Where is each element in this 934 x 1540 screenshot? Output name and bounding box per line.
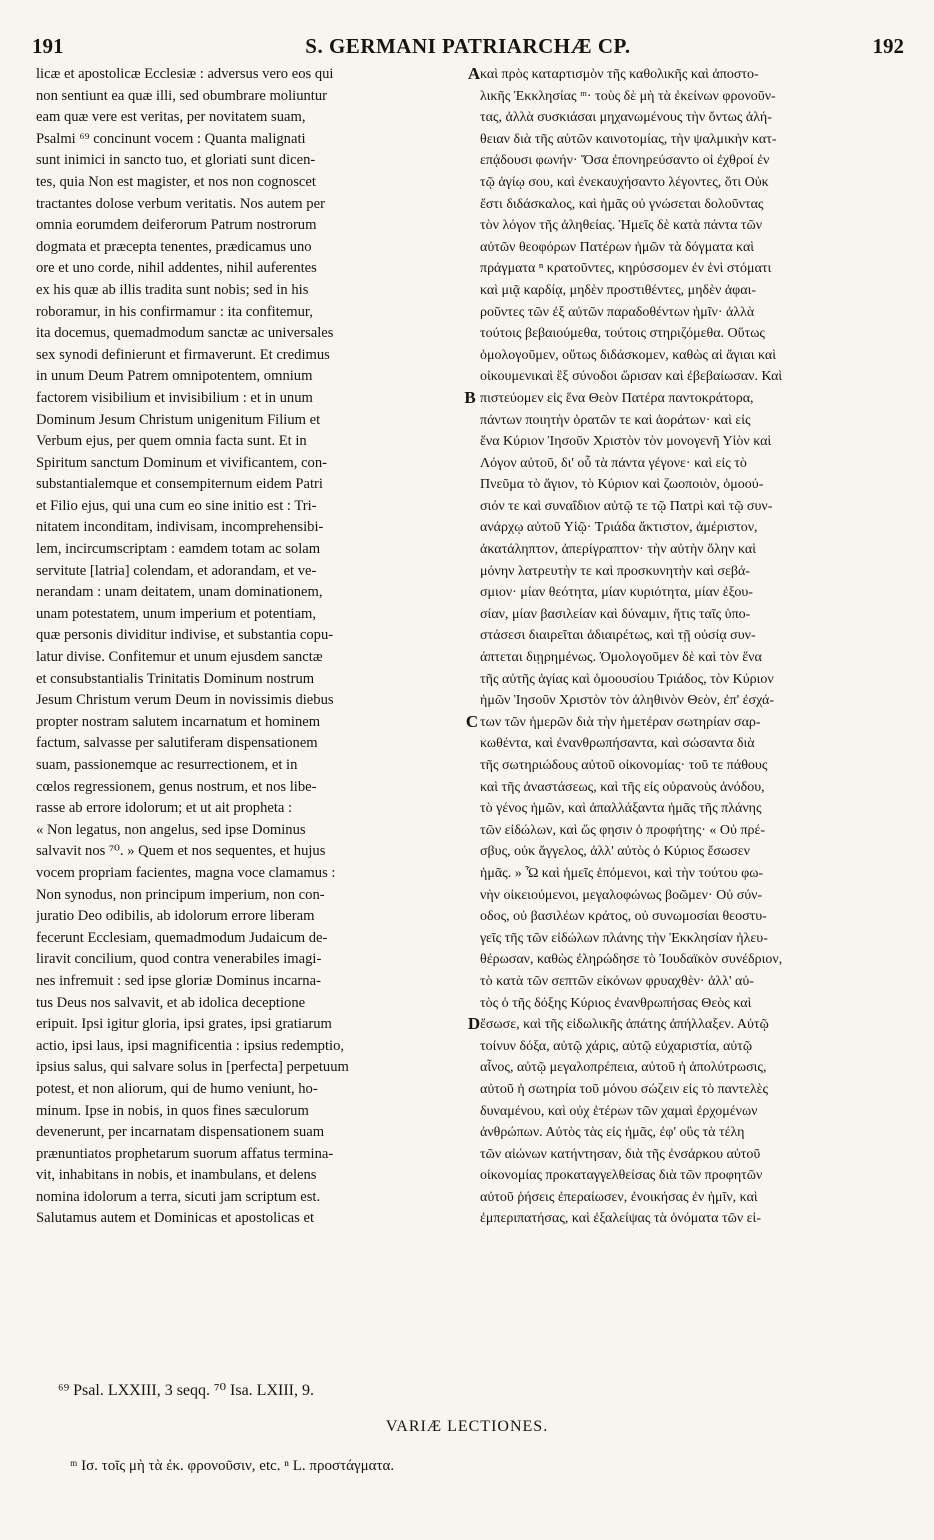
latin-line: Psalmi ⁶⁹ concinunt vocem : Quanta malignati (36, 130, 306, 147)
greek-line: κωθέντα, καὶ ἐνανθρωπήσαντα, καὶ σώσαντα διὰ (480, 736, 755, 752)
greek-line: τας, ἀλλὰ συσκιάσαι μηχανωμένους τὴν ὄντως ἀλή- (480, 110, 772, 126)
latin-line: minum. Ipse in nobis, in quos fines sæculorum (36, 1102, 309, 1119)
greek-line: καὶ μιᾷ καρδίᾳ, μηδὲν προστιθέντες, μηδὲν ἀφαι- (480, 282, 756, 298)
greek-line: σβυς, οὐκ ἄγγελος, ἀλλ' αὐτὸς ὁ Κύριος ἔσωσεν (480, 844, 750, 860)
latin-line: tractantes dolose verbum veritatis. Nos autem per (36, 195, 325, 212)
margin-letter-b: B (464, 388, 476, 407)
latin-line: ex his quæ ab illis tradita sunt nobis; sed in his (36, 281, 309, 298)
latin-line: quæ personis dividitur indivise, et substantia copu- (36, 627, 334, 644)
greek-line: ἡμῶν Ἰησοῦν Χριστὸν τὸν ἀληθινὸν Θεὸν, ἐπ' ἐσχά- (480, 693, 774, 709)
greek-line: τῆς αὐτῆς ἁγίας καὶ ὁμοουσίου Τριάδος, τὸν Κύριον (480, 671, 774, 687)
latin-line: « Non legatus, non angelus, sed ipse Dominus (36, 821, 306, 838)
greek-line: τὸ γένος ἡμῶν, καὶ ἀπαλλάξαντα ἡμᾶς τῆς πλάνης (480, 801, 762, 817)
greek-line: τῶν αἰώνων κατήντησαν, διὰ τῆς ἐνσάρκου αὐτοῦ (480, 1146, 761, 1162)
latin-line: cœlos regressionem, genus nostrum, et nos libe- (36, 778, 317, 795)
latin-line: Jesum Christum verum Deum in novissimis diebus (36, 692, 334, 709)
page-title: S. GERMANI PATRIARCHÆ CP. (305, 34, 631, 58)
margin-letter-c: C (465, 712, 479, 731)
greek-line: Πνεῦμα τὸ ἅγιον, τὸ Κύριον καὶ ζωοποιὸν, ὁμοού- (480, 477, 764, 493)
latin-line: eripuit. Ipsi igitur gloria, ipsi grates, ipsi gratiarum (36, 1016, 332, 1033)
greek-line: τῶν εἰδώλων, καὶ ὥς φησιν ὁ προφήτης· « Οὐ πρέ- (480, 822, 766, 838)
page-number-left: 191 (32, 34, 64, 58)
greek-line: μόνην λατρευτὴν τε καὶ προσκυνητὴν καὶ σεβά- (480, 563, 750, 579)
latin-line: dogmata et præcepta tenentes, prædicamus uno (36, 238, 312, 255)
latin-line: juratio Deo odibilis, ab idolorum errore liberam (36, 908, 315, 925)
latin-line: prænuntiatos prophetarum suorum affatus termina- (36, 1145, 334, 1162)
greek-line: τὸ κατὰ τῶν σεπτῶν εἰκόνων φρυαχθὲν· ἀλλ' αὐ- (480, 973, 754, 989)
greek-line: οἰκουμενικαὶ ἓξ σύνοδοι ὥρισαν καὶ ἐβεβαίωσαν. Καὶ (480, 369, 783, 385)
greek-line: ἀκατάληπτον, ἀπερίγραπτον· τὴν αὐτὴν ὅλην καὶ (480, 542, 756, 558)
latin-line: eam quæ vere est veritas, per novitatem suam, (36, 109, 306, 126)
greek-line: δυναμένου, καὶ οὐχ ἑτέρων τῶν χαμαὶ ἐρχομένων (480, 1103, 758, 1119)
footnotes: ⁶⁹ Psal. LXXIII, 3 seqq. ⁷⁰ Isa. LXIII, 9. (58, 1382, 314, 1399)
latin-line: factum, salvasse per salutiferam dispensationem (36, 735, 318, 752)
latin-line: lem, incircumscriptam : eamdem totam ac solam (36, 541, 321, 558)
latin-line: latur divise. Confitemur et unum ejusdem sanctæ (36, 649, 323, 666)
variae-lectiones-heading: VARIÆ LECTIONES. (385, 1418, 549, 1435)
greek-line: ἡμᾶς. » Ὧ καὶ ἡμεῖς ἑπόμενοι, καὶ τὴν τούτου φω- (480, 865, 764, 881)
greek-line: ἕνα Κύριον Ἰησοῦν Χριστὸν τὸν μονογενῆ Υἱὸν καὶ (480, 434, 772, 450)
greek-line: αὐτοῦ ῥήσεις ἐπεραίωσεν, ἐνοικήσας ἐν ἡμῖν, καὶ (480, 1189, 758, 1205)
latin-line: tes, quia Non est magister, et nos non cognoscet (36, 173, 316, 190)
greek-line: ἔσωσε, καὶ τῆς εἰδωλικῆς ἀπάτης ἀπήλλαξεν. Αὐτῷ (480, 1017, 769, 1033)
latin-line: et consubstantialis Trinitatis Dominum nostrum (36, 670, 315, 687)
greek-line: λικῆς Ἐκκλησίας ᵐ· τοὺς δὲ μὴ τὰ ἐκείνων φρονοῦν- (480, 88, 776, 104)
greek-line: αὐτῶν θεοφόρων Πατέρων ἡμῶν τὰ δόγματα καὶ (480, 239, 755, 255)
greek-line: αἶνος, αὐτῷ μεγαλοπρέπεια, αὐτοῦ ἡ ἀπολύτρωσις, (480, 1060, 767, 1076)
latin-line: Spiritum sanctum Dominum et vivificantem, con- (36, 454, 328, 471)
greek-line: σμιον· μίαν θεότητα, μίαν κυριότητα, μίαν ἐξου- (480, 585, 753, 601)
greek-line: ροῦντες τῶν ἐξ αὐτῶν παραδοθέντων ἡμῖν· ἀλλὰ (480, 304, 755, 320)
greek-line: των τῶν ἡμερῶν διὰ τὴν ἡμετέραν σωτηρίαν σαρ- (480, 714, 761, 730)
latin-line: servitute [latria] colendam, et adorandam, et ve- (36, 562, 317, 579)
latin-line: liravit concilium, quod contra venerabiles imagi- (36, 951, 322, 968)
latin-line: unam potestatem, unum imperium et potentiam, (36, 605, 317, 622)
latin-line: et Filio ejus, qui una cum eo sine initio est : Tri- (36, 497, 317, 514)
running-header (32, 34, 904, 64)
greek-line: πράγματα ⁿ κρατοῦντες, κηρύσσομεν ἐν ἑνὶ στόματι (480, 261, 772, 277)
greek-line: άπτεται διῃρημένως. Ὁμολογοῦμεν δὲ καὶ τὸν ἕνα (480, 650, 762, 666)
latin-line: Verbum ejus, per quem omnia facta sunt. Et in (36, 433, 307, 450)
greek-line: τούτοις βεβαιούμεθα, τούτοις στηριζόμεθα. Οὕτως (480, 326, 765, 342)
latin-line: potest, et non aliorum, qui de humo veniunt, ho- (36, 1080, 318, 1097)
greek-line: σιόν τε καὶ συναΐδιον αὐτῷ τε τῷ Πατρὶ καὶ τῷ συν- (480, 498, 773, 514)
latin-line: vit, inhabitans in nobis, et inambulans, et delens (36, 1167, 317, 1184)
greek-line: τὸν λόγον τῆς ἀληθείας. Ἡμεῖς δὲ κατὰ πάντα τῶν (480, 218, 763, 234)
greek-line: θέρωσαν, καθὼς ἐληρώδησε τὸ Ἰουδαϊκὸν συνέδριον, (480, 952, 783, 968)
greek-line: ἔστι διδάσκαλος, καὶ ἡμᾶς οὐ γνώσεται δολοῦντας (480, 196, 764, 212)
latin-line: actio, ipsi laus, ipsi magnificentia : ipsius redemptio, (36, 1037, 345, 1054)
greek-line: ἀνθρώπων. Αὐτὸς τὰς εἰς ἡμᾶς, ἐφ' οὓς τὰ τέλη (480, 1125, 745, 1141)
margin-letter-a: A (467, 64, 481, 83)
latin-line: Non synodus, non principum imperium, non con- (36, 886, 325, 903)
greek-line: ὁμολογοῦμεν, οὕτως διδάσκομεν, καθὼς αἱ ἅγιαι καὶ (480, 347, 777, 363)
latin-line: licæ et apostolicæ Ecclesiæ : adversus vero eos qui (36, 66, 334, 82)
page-number-right: 192 (872, 34, 904, 58)
greek-line: αὐτοῦ ἡ σωτηρία τοῦ μόνου σώζειν εἰς τὸ παντελὲς (480, 1081, 769, 1097)
latin-line: sunt inimici in sancto tuo, et gloriati sunt dicen- (36, 152, 316, 169)
margin-letter-d: D (467, 1014, 481, 1034)
latin-line: non sentiunt ea quæ illi, sed obumbrare moliuntur (36, 87, 328, 104)
latin-line: omnia eorumdem deiferorum Patrum nostrorum (36, 217, 317, 234)
greek-line: επᾴδουσι φωνήν· Ὅσα ἐπονηρεύσαντο οἱ ἐχθροί ἐν (480, 153, 770, 169)
latin-line: nerandam : unam deitatem, unam dominationem, (36, 584, 323, 601)
latin-line: roboramur, in his confirmamur : ita confitemur, (36, 303, 313, 320)
latin-line: salvavit nos ⁷⁰. » Quem et nos sequentes, et hujus (36, 843, 326, 860)
latin-column (36, 64, 460, 1230)
latin-line: ipsius salus, qui salvare solus in [perfecta] perpetuum (36, 1059, 349, 1076)
latin-line: nes infremuit : sed ipse gloriæ Dominus incarna- (36, 972, 321, 989)
latin-line: devenerunt, per incarnatam dispensationem suam (36, 1124, 325, 1141)
greek-line: ανάρχῳ αὐτοῦ Υἱῷ· Τριάδα ἄκτιστον, ἀμέριστον, (480, 520, 758, 536)
greek-line: νὴν οἰκειούμενοι, μεγαλοφώνως βοῶμεν· Οὐ σύν- (480, 887, 763, 903)
greek-line: θειαν διὰ τῆς αὐτῶν καινοτομίας, τὴν ψαλμικὴν κατ- (480, 131, 777, 147)
variant-readings: ᵐ Ισ. τοῖς μὴ τὰ ἐκ. φρονοῦσιν, etc. ⁿ L. προστάγματα. (70, 1458, 395, 1474)
greek-line: τῆς σωτηριώδους αὐτοῦ οἰκονομίας· τοῦ τε πάθους (480, 758, 768, 773)
latin-line: vocem propriam facientes, magna voce clamamus : (36, 864, 336, 881)
greek-line: ἐμπεριπατήσας, καὶ ἐξαλείψας τὰ ὀνόματα τῶν εἰ- (480, 1211, 761, 1227)
greek-line: καὶ τῆς ἀναστάσεως, καὶ τῆς εἰς οὐρανοὺς ἀνόδου, (480, 779, 765, 795)
latin-line: nitatem inconditam, indivisam, incomprehensibi- (36, 519, 324, 536)
greek-line: στάσεσι διαιρεῖται ἀδιαιρέτως, καὶ τῇ οὐσίᾳ συν- (480, 628, 756, 644)
latin-line: sex synodi definierunt et firmaverunt. Et credimus (36, 346, 330, 363)
latin-line: fecerunt Ecclesiam, quemadmodum Judaicum de- (36, 929, 328, 946)
latin-line: Dominum Jesum Christum unigenitum Filium et (36, 411, 321, 428)
greek-line: οἰκονομίας προκαταγγελθείσας διὰ τῶν προφητῶν (480, 1168, 763, 1184)
latin-line: ita docemus, quemadmodum sanctæ ac universales (36, 325, 334, 342)
latin-line: propter nostram salutem incarnatum et hominem (36, 713, 321, 730)
greek-line: πιστεύομεν εἰς ἕνα Θεὸν Πατέρα παντοκράτορα, (480, 390, 754, 406)
greek-line: γεῖς τῆς τῶν εἰδώλων πλάνης τὴν Ἐκκλησίαν ἠλευ- (480, 930, 768, 946)
latin-line: factorem visibilium et invisibilium : et in unum (36, 389, 313, 406)
latin-line: substantialemque et consempiternum eidem Patri (36, 476, 323, 493)
greek-line: καὶ πρὸς καταρτισμὸν τῆς καθολικῆς καὶ ἀποστο- (480, 67, 759, 82)
greek-line: Λόγον αὐτοῦ, δι' οὗ τὰ πάντα γέγονε· καὶ εἰς τὸ (480, 455, 747, 471)
greek-line: σίαν, μίαν βασιλείαν καὶ δύναμιν, ἥτις ταῖς ὑπο- (480, 606, 751, 622)
greek-line: οδος, οὐ βασιλέων κράτος, οὐ συνωμοσίαι θεοστυ- (480, 909, 767, 925)
latin-line: tus Deus nos salvavit, et ab idolica deceptione (36, 994, 306, 1011)
greek-line: πάντων ποιητὴν ὁρατῶν τε καὶ ἀοράτων· καὶ εἰς (480, 412, 751, 428)
latin-line: in unum Deum Patrem omnipotentem, omnium (36, 368, 313, 385)
greek-line: τῷ ἁγίῳ σου, καὶ ἐνεκαυχήσαντο λέγοντες, ὅτι Οὐκ (480, 174, 769, 190)
latin-line: Salutamus autem et Dominicas et apostolicas et (36, 1210, 315, 1227)
greek-line: τοίνυν δόξα, αὐτῷ χάρις, αὐτῷ εὐχαριστία, αὐτῷ (480, 1038, 753, 1054)
latin-line: nomina idolorum a terra, sicuti jam scriptum est. (36, 1188, 321, 1205)
latin-line: ore et uno corde, nihil addentes, nihil auferentes (36, 260, 317, 277)
latin-line: suam, passionemque ac resurrectionem, et in (36, 757, 298, 773)
greek-column (480, 64, 906, 1230)
greek-line: τὸς ὁ τῆς δόξης Κύριος ἐνανθρωπήσας Θεὸς καὶ (480, 995, 752, 1011)
latin-line: rasse ab errore idolorum; et ut ait propheta : (36, 800, 293, 817)
